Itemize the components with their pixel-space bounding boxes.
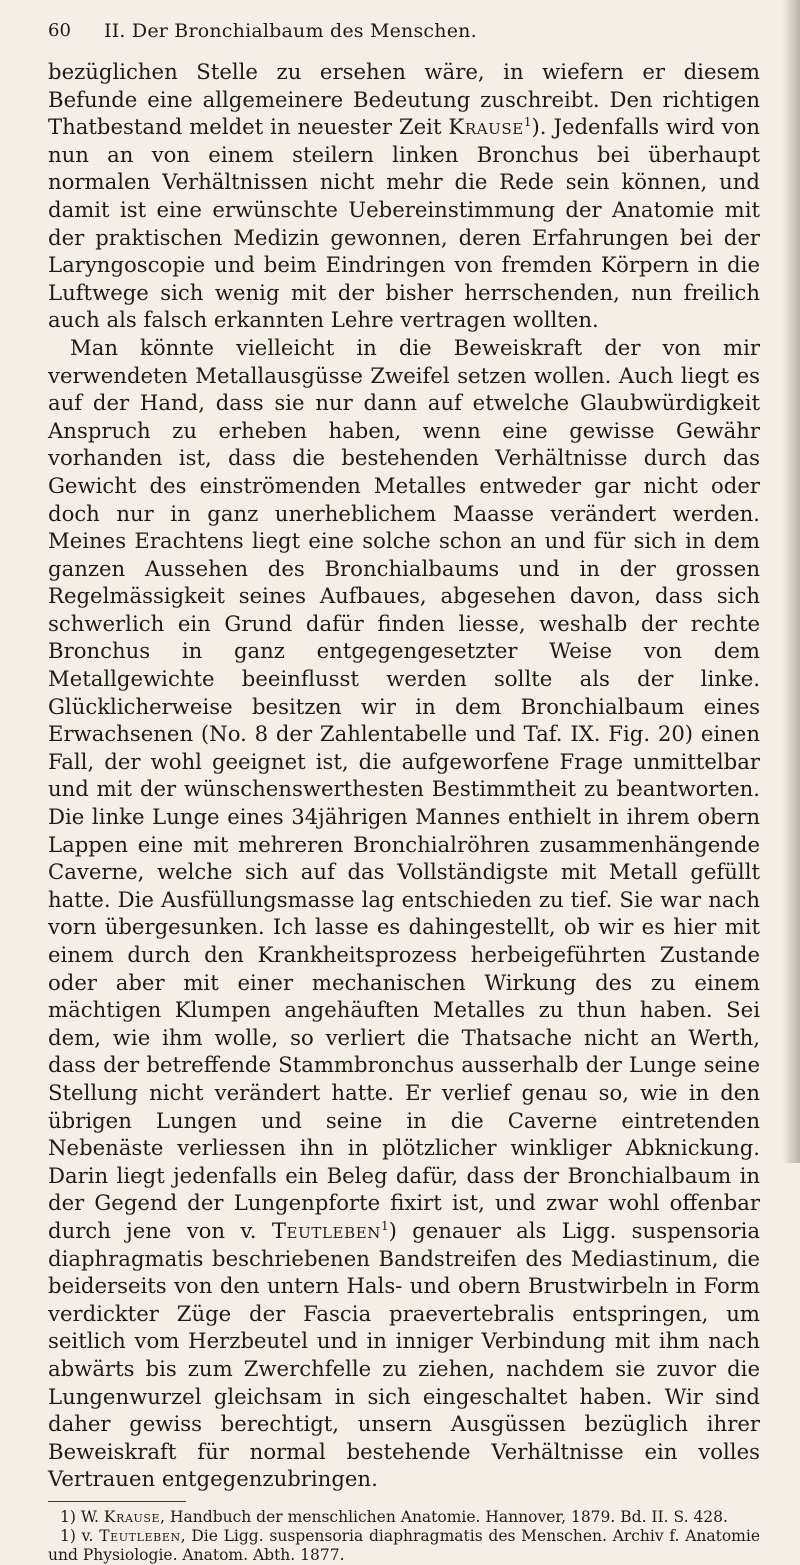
footnote-divider xyxy=(48,1501,186,1502)
text-run: ) genauer als Ligg. suspensoria diaphragmatis beschriebenen Bandstreifen des Mediastinum, die beiderseits von den untern Hals- und obern Brustwirbeln in Form verdickter Züge der Fascia praevertebralis entspringen, um seitlich vom Herzbeutel und in inniger Verbindung mit ihm nach abwärts bis zum Zwerchfelle zu ziehen, nachdem sie zuvor die Lungenwurzel gleichsam in sich eingeschaltet haben. Wir sind daher gewiss berechtigt, unsern Ausgüssen bezüglich ihrer Beweiskraft für normal bestehende Verhältnisse ein volles Vertrauen entgegenzubringen. xyxy=(48,1217,760,1492)
running-title: II. Der Bronchialbaum des Menschen. xyxy=(104,20,477,42)
page xyxy=(48,14,760,1565)
author-name: Teutleben xyxy=(271,1217,381,1243)
text-run: 1) v. xyxy=(60,1526,100,1545)
author-name: Krause xyxy=(103,1507,161,1526)
footnote xyxy=(48,1527,760,1565)
author-name: Krause xyxy=(448,114,524,140)
page-edge-shadow xyxy=(782,0,800,1163)
paragraph xyxy=(48,334,760,1493)
text-run: 1) W. xyxy=(60,1507,104,1526)
author-name: Teutleben xyxy=(99,1526,181,1545)
page-number: 60 xyxy=(48,20,71,41)
body-text xyxy=(48,58,760,1493)
footnote-marker: 1 xyxy=(380,1218,389,1233)
text-run: ). Jedenfalls wird von nun an von einem steilern linken Bronchus bei überhaupt normalen Verhältnissen nicht mehr die Rede sein können, und damit ist eine erwünschte Uebereinstimmung der Anatomie mit der praktischen Medizin gewonnen, deren Erfahrungen bei der Laryngoscopie und beim Eindringen von fremden Körpern in die Luftwege sich wenig mit der bisher herrschenden, nun freilich auch als falsch erkannten Lehre vertragen wollten. xyxy=(48,114,760,333)
footnotes xyxy=(48,1508,760,1565)
text-run: , Die Ligg. suspensoria diaphragmatis des Menschen. Archiv f. Anatomie und Physiologie. Anatom. Abth. 1877. xyxy=(48,1526,761,1564)
running-head xyxy=(48,14,760,48)
text-run: bezüglichen Stelle zu ersehen wäre, in wiefern er diesem Befunde eine allgemeinere Bedeutung zuschreibt. Den richtigen Thatbestand meldet in neuester Zeit xyxy=(48,59,760,140)
paragraph xyxy=(48,58,760,334)
text-run: , Handbuch der menschlichen Anatomie. Hannover, 1879. Bd. II. S. 428. xyxy=(160,1507,728,1526)
footnote-marker: 1 xyxy=(523,115,532,130)
footnote xyxy=(48,1508,760,1527)
text-run: Man könnte vielleicht in die Beweiskraft der von mir verwendeten Metallausgüsse Zweifel setzen wollen. Auch liegt es auf der Hand, dass sie nur dann auf etwelche Glaubwürdigkeit Anspruch zu erheben haben, wenn eine gewisse Gewähr vorhanden ist, dass die bestehenden Verhältnisse durch das Gewicht des einströmenden Metalles entweder gar nicht oder doch nur in ganz unerheblichem Maasse verändert werden. Meines Erachtens liegt eine solche schon an und für sich in dem ganzen Aussehen des Bronchialbaums und in der grossen Regelmässigkeit seines Aufbaues, abgesehen davon, dass sich schwerlich ein Grund dafür finden liesse, weshalb der rechte Bronchus in ganz entgegengesetzter Weise von dem Metallgewichte beeinflusst werden sollte als der linke. Glücklicherweise besitzen wir in dem Bronchialbaum eines Erwachsenen (No. 8 der Zahlentabelle und Taf. IX. Fig. 20) einen Fall, der wohl geeignet ist, die aufgeworfene Frage unmittelbar und mit der wünschenswerthesten Bestimmtheit zu beantworten. Die linke Lunge eines 34jährigen Mannes enthielt in ihrem obern Lappen eine mit mehreren Bronchialröhren zusammenhängende Caverne, welche sich auf das Vollständigste mit Metall gefüllt hatte. Die Ausfüllungsmasse lag entschieden zu tief. Sie war nach vorn übergesunken. Ich lasse es dahingestellt, ob wir es hier mit einem durch den Krankheitsprozess herbeigeführten Zustande oder aber mit einer mechanischen Wirkung des zu einem mächtigen Klumpen angehäuften Metalles zu thun haben. Sei dem, wie ihm wolle, so verliert die Thatsache nicht an Werth, dass der betreffende Stammbronchus ausserhalb der Lunge seine Stellung nicht verändert hatte. Er verlief genau so, wie in den übrigen Lungen und seine in die Caverne eintretenden Nebenäste verliessen ihn in plötzlicher winkliger Abknickung. Darin liegt jedenfalls ein Beleg dafür, dass der Bronchialbaum in der Gegend der Lungenpforte fixirt ist, und zwar wohl offenbar durch jene von v. xyxy=(48,334,760,1243)
